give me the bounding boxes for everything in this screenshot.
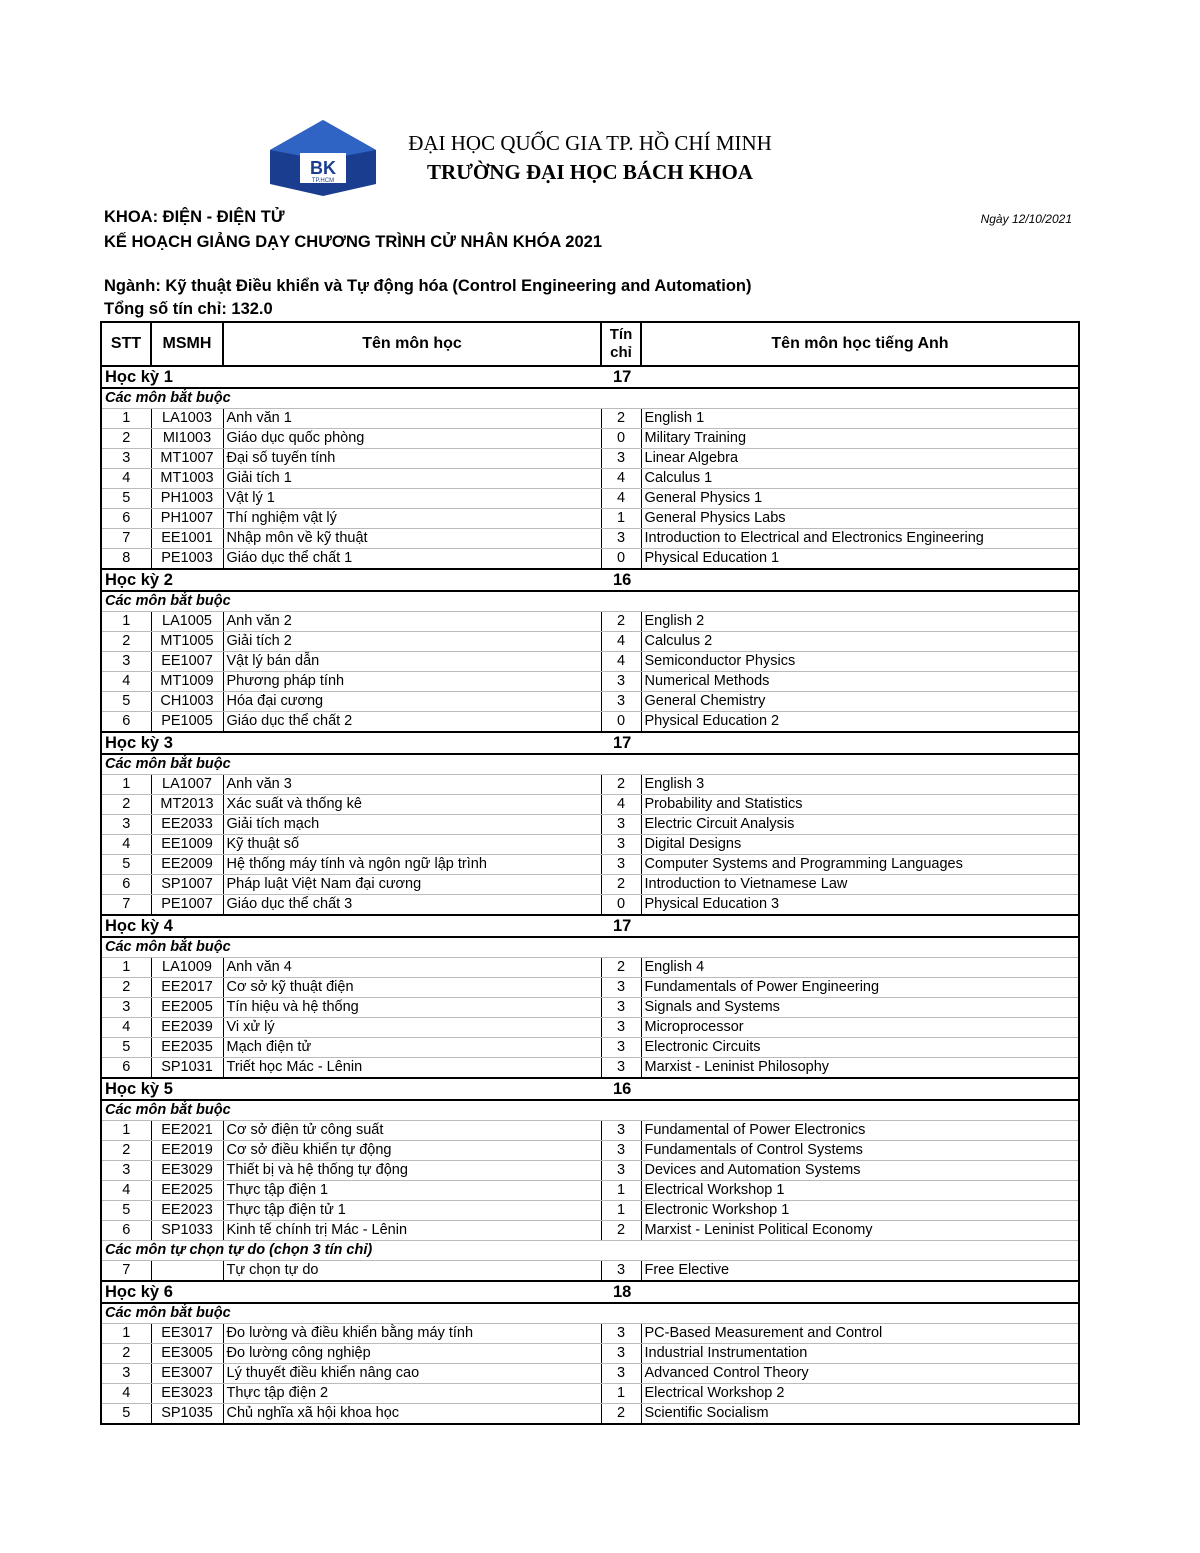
course-code: EE2023 — [151, 1201, 223, 1221]
course-row — [101, 815, 1079, 835]
course-code: PH1007 — [151, 509, 223, 529]
course-credits: 4 — [601, 489, 641, 509]
course-english-name: Electrical Workshop 1 — [641, 1181, 1079, 1201]
course-credits: 1 — [601, 509, 641, 529]
course-stt: 4 — [101, 1181, 151, 1201]
course-stt: 5 — [101, 1404, 151, 1425]
course-stt: 1 — [101, 612, 151, 632]
course-name: Giáo dục quốc phòng — [223, 429, 601, 449]
course-credits: 3 — [601, 855, 641, 875]
course-stt: 6 — [101, 875, 151, 895]
course-code: PE1003 — [151, 549, 223, 570]
course-code: EE2017 — [151, 978, 223, 998]
course-stt: 4 — [101, 672, 151, 692]
course-credits: 0 — [601, 549, 641, 570]
course-group-row — [101, 591, 1079, 612]
course-stt: 5 — [101, 1201, 151, 1221]
course-row — [101, 1404, 1079, 1425]
course-name: Thiết bị và hệ thống tự động — [223, 1161, 601, 1181]
course-credits: 3 — [601, 1364, 641, 1384]
course-row — [101, 875, 1079, 895]
curriculum-table — [100, 321, 1080, 1425]
course-group-label: Các môn bắt buộc — [101, 754, 1079, 775]
course-name: Anh văn 1 — [223, 409, 601, 429]
course-name: Pháp luật Việt Nam đại cương — [223, 875, 601, 895]
course-code: EE2019 — [151, 1141, 223, 1161]
course-stt: 1 — [101, 775, 151, 795]
course-row — [101, 1221, 1079, 1241]
course-row — [101, 1161, 1079, 1181]
logo-subtext: TP.HCM — [311, 178, 335, 184]
course-name: Anh văn 3 — [223, 775, 601, 795]
course-stt: 4 — [101, 1018, 151, 1038]
semester-title: Học kỳ 3 — [101, 732, 601, 754]
course-name: Xác suất và thống kê — [223, 795, 601, 815]
course-code: EE2033 — [151, 815, 223, 835]
course-name: Giáo dục thể chất 1 — [223, 549, 601, 570]
semester-title: Học kỳ 1 — [101, 366, 601, 388]
course-credits: 3 — [601, 1261, 641, 1282]
course-english-name: Physical Education 1 — [641, 549, 1079, 570]
university-logo — [270, 120, 376, 196]
course-english-name: Physical Education 2 — [641, 712, 1079, 733]
course-stt: 4 — [101, 469, 151, 489]
course-stt: 6 — [101, 509, 151, 529]
course-credits: 0 — [601, 895, 641, 916]
course-name: Giáo dục thể chất 3 — [223, 895, 601, 916]
course-english-name: Free Elective — [641, 1261, 1079, 1282]
col-header-credits: Tín chỉ — [601, 322, 641, 366]
semester-credits: 17 — [601, 915, 1079, 937]
course-code: MT1003 — [151, 469, 223, 489]
course-english-name: Probability and Statistics — [641, 795, 1079, 815]
course-row — [101, 1384, 1079, 1404]
course-row — [101, 1038, 1079, 1058]
course-credits: 3 — [601, 1324, 641, 1344]
course-stt: 6 — [101, 1058, 151, 1079]
course-code: SP1007 — [151, 875, 223, 895]
course-stt: 3 — [101, 652, 151, 672]
course-name: Đo lường và điều khiển bằng máy tính — [223, 1324, 601, 1344]
course-row — [101, 1058, 1079, 1079]
course-code: SP1035 — [151, 1404, 223, 1425]
semester-row — [101, 1281, 1079, 1303]
course-group-row — [101, 388, 1079, 409]
course-english-name: Industrial Instrumentation — [641, 1344, 1079, 1364]
course-name: Vật lý bán dẫn — [223, 652, 601, 672]
course-code — [151, 1261, 223, 1282]
semester-title: Học kỳ 2 — [101, 569, 601, 591]
semester-title: Học kỳ 4 — [101, 915, 601, 937]
course-english-name: General Chemistry — [641, 692, 1079, 712]
course-code: EE3023 — [151, 1384, 223, 1404]
course-code: EE1001 — [151, 529, 223, 549]
course-stt: 2 — [101, 1344, 151, 1364]
course-row — [101, 409, 1079, 429]
course-row — [101, 549, 1079, 570]
course-english-name: Linear Algebra — [641, 449, 1079, 469]
course-name: Kỹ thuật số — [223, 835, 601, 855]
course-code: EE2035 — [151, 1038, 223, 1058]
course-credits: 3 — [601, 998, 641, 1018]
school-name: TRƯỜNG ĐẠI HỌC BÁCH KHOA — [427, 160, 753, 184]
course-row — [101, 895, 1079, 916]
table-header-row — [101, 322, 1079, 366]
course-credits: 1 — [601, 1201, 641, 1221]
course-credits: 2 — [601, 958, 641, 978]
course-english-name: Computer Systems and Programming Languages — [641, 855, 1079, 875]
course-code: EE3029 — [151, 1161, 223, 1181]
course-stt: 2 — [101, 795, 151, 815]
course-credits: 4 — [601, 632, 641, 652]
course-english-name: Microprocessor — [641, 1018, 1079, 1038]
course-stt: 2 — [101, 429, 151, 449]
course-english-name: Digital Designs — [641, 835, 1079, 855]
course-code: LA1003 — [151, 409, 223, 429]
course-name: Giải tích 1 — [223, 469, 601, 489]
course-english-name: Fundamentals of Power Engineering — [641, 978, 1079, 998]
course-row — [101, 489, 1079, 509]
course-code: LA1007 — [151, 775, 223, 795]
course-credits: 2 — [601, 409, 641, 429]
course-name: Đo lường công nghiệp — [223, 1344, 601, 1364]
course-code: EE3005 — [151, 1344, 223, 1364]
course-credits: 3 — [601, 449, 641, 469]
course-english-name: Calculus 2 — [641, 632, 1079, 652]
course-english-name: English 3 — [641, 775, 1079, 795]
course-row — [101, 712, 1079, 733]
course-english-name: Electrical Workshop 2 — [641, 1384, 1079, 1404]
course-stt: 2 — [101, 632, 151, 652]
course-row — [101, 1324, 1079, 1344]
course-stt: 6 — [101, 712, 151, 733]
course-english-name: Military Training — [641, 429, 1079, 449]
course-group-label: Các môn bắt buộc — [101, 937, 1079, 958]
course-name: Cơ sở điều khiển tự động — [223, 1141, 601, 1161]
course-name: Đại số tuyến tính — [223, 449, 601, 469]
course-row — [101, 632, 1079, 652]
course-row — [101, 795, 1079, 815]
course-stt: 7 — [101, 895, 151, 916]
course-credits: 4 — [601, 795, 641, 815]
course-name: Kinh tế chính trị Mác - Lênin — [223, 1221, 601, 1241]
course-row — [101, 692, 1079, 712]
course-code: PH1003 — [151, 489, 223, 509]
course-stt: 3 — [101, 998, 151, 1018]
col-header-stt: STT — [101, 322, 151, 366]
course-stt: 1 — [101, 958, 151, 978]
course-name: Vi xử lý — [223, 1018, 601, 1038]
course-english-name: Introduction to Vietnamese Law — [641, 875, 1079, 895]
course-name: Thực tập điện 1 — [223, 1181, 601, 1201]
course-credits: 1 — [601, 1384, 641, 1404]
course-code: MT1007 — [151, 449, 223, 469]
course-name: Triết học Mác - Lênin — [223, 1058, 601, 1079]
course-stt: 4 — [101, 835, 151, 855]
semester-credits: 18 — [601, 1281, 1079, 1303]
course-stt: 8 — [101, 549, 151, 570]
course-name: Cơ sở kỹ thuật điện — [223, 978, 601, 998]
course-english-name: Introduction to Electrical and Electronics Engineering — [641, 529, 1079, 549]
course-stt: 5 — [101, 692, 151, 712]
course-stt: 7 — [101, 1261, 151, 1282]
course-code: EE2021 — [151, 1121, 223, 1141]
course-credits: 2 — [601, 612, 641, 632]
course-row — [101, 469, 1079, 489]
course-stt: 2 — [101, 1141, 151, 1161]
course-credits: 3 — [601, 978, 641, 998]
course-credits: 1 — [601, 1181, 641, 1201]
course-row — [101, 652, 1079, 672]
course-row — [101, 672, 1079, 692]
semester-title: Học kỳ 5 — [101, 1078, 601, 1100]
semester-credits: 17 — [601, 732, 1079, 754]
col-header-english-name: Tên môn học tiếng Anh — [641, 322, 1079, 366]
course-stt: 2 — [101, 978, 151, 998]
course-name: Thực tập điện tử 1 — [223, 1201, 601, 1221]
course-code: EE3007 — [151, 1364, 223, 1384]
course-credits: 2 — [601, 1404, 641, 1425]
semester-credits: 16 — [601, 569, 1079, 591]
course-name: Hóa đại cương — [223, 692, 601, 712]
course-stt: 5 — [101, 489, 151, 509]
course-name: Lý thuyết điều khiển nâng cao — [223, 1364, 601, 1384]
course-english-name: Electronic Workshop 1 — [641, 1201, 1079, 1221]
course-row — [101, 449, 1079, 469]
course-row — [101, 958, 1079, 978]
course-name: Vật lý 1 — [223, 489, 601, 509]
course-stt: 5 — [101, 855, 151, 875]
plan-title: KẾ HOẠCH GIẢNG DẠY CHƯƠNG TRÌNH CỬ NHÂN KHÓA 2021 — [104, 233, 602, 251]
course-english-name: Electric Circuit Analysis — [641, 815, 1079, 835]
course-code: PE1005 — [151, 712, 223, 733]
course-row — [101, 1181, 1079, 1201]
course-credits: 3 — [601, 1121, 641, 1141]
course-code: SP1033 — [151, 1221, 223, 1241]
course-group-row — [101, 937, 1079, 958]
course-row — [101, 612, 1079, 632]
course-group-row — [101, 1100, 1079, 1121]
course-row — [101, 1018, 1079, 1038]
course-name: Cơ sở điện tử công suất — [223, 1121, 601, 1141]
course-group-label: Các môn bắt buộc — [101, 1100, 1079, 1121]
semester-credits: 16 — [601, 1078, 1079, 1100]
course-credits: 3 — [601, 1058, 641, 1079]
course-name: Anh văn 2 — [223, 612, 601, 632]
course-code: SP1031 — [151, 1058, 223, 1079]
course-code: MT1005 — [151, 632, 223, 652]
course-credits: 3 — [601, 815, 641, 835]
course-row — [101, 1201, 1079, 1221]
course-group-label: Các môn bắt buộc — [101, 591, 1079, 612]
course-name: Thực tập điện 2 — [223, 1384, 601, 1404]
course-code: MT1009 — [151, 672, 223, 692]
course-row — [101, 978, 1079, 998]
course-stt: 3 — [101, 1161, 151, 1181]
course-stt: 3 — [101, 449, 151, 469]
course-english-name: Scientific Socialism — [641, 1404, 1079, 1425]
course-english-name: English 1 — [641, 409, 1079, 429]
course-name: Giải tích 2 — [223, 632, 601, 652]
course-stt: 1 — [101, 1324, 151, 1344]
course-credits: 2 — [601, 875, 641, 895]
col-header-msmh: MSMH — [151, 322, 223, 366]
course-credits: 3 — [601, 1141, 641, 1161]
course-name: Phương pháp tính — [223, 672, 601, 692]
course-credits: 3 — [601, 835, 641, 855]
university-name: ĐẠI HỌC QUỐC GIA TP. HỒ CHÍ MINH — [408, 131, 772, 155]
document-date: Ngày 12/10/2021 — [980, 212, 1072, 226]
course-credits: 3 — [601, 529, 641, 549]
course-code: EE3017 — [151, 1324, 223, 1344]
course-english-name: Calculus 1 — [641, 469, 1079, 489]
course-credits: 2 — [601, 775, 641, 795]
course-credits: 3 — [601, 1038, 641, 1058]
course-name: Nhập môn về kỹ thuật — [223, 529, 601, 549]
course-credits: 3 — [601, 1161, 641, 1181]
course-credits: 3 — [601, 1344, 641, 1364]
course-row — [101, 1344, 1079, 1364]
course-english-name: General Physics Labs — [641, 509, 1079, 529]
course-row — [101, 1261, 1079, 1282]
course-credits: 3 — [601, 1018, 641, 1038]
major-title: Ngành: Kỹ thuật Điều khiển và Tự động hóa (Control Engineering and Automation) — [104, 277, 752, 295]
course-code: MT2013 — [151, 795, 223, 815]
course-row — [101, 835, 1079, 855]
course-english-name: PC-Based Measurement and Control — [641, 1324, 1079, 1344]
course-row — [101, 529, 1079, 549]
course-stt: 6 — [101, 1221, 151, 1241]
course-english-name: Marxist - Leninist Political Economy — [641, 1221, 1079, 1241]
course-code: EE1009 — [151, 835, 223, 855]
course-english-name: Fundamental of Power Electronics — [641, 1121, 1079, 1141]
course-credits: 0 — [601, 429, 641, 449]
course-row — [101, 509, 1079, 529]
course-english-name: English 2 — [641, 612, 1079, 632]
course-name: Mạch điện tử — [223, 1038, 601, 1058]
course-code: EE2009 — [151, 855, 223, 875]
table-body — [101, 366, 1079, 1424]
course-name: Anh văn 4 — [223, 958, 601, 978]
course-english-name: Fundamentals of Control Systems — [641, 1141, 1079, 1161]
course-row — [101, 998, 1079, 1018]
course-stt: 5 — [101, 1038, 151, 1058]
course-english-name: Advanced Control Theory — [641, 1364, 1079, 1384]
course-stt: 7 — [101, 529, 151, 549]
course-english-name: Numerical Methods — [641, 672, 1079, 692]
course-code: EE1007 — [151, 652, 223, 672]
course-credits: 3 — [601, 692, 641, 712]
logo-text: BK — [310, 158, 336, 178]
course-row — [101, 1141, 1079, 1161]
course-name: Giáo dục thể chất 2 — [223, 712, 601, 733]
course-code: EE2005 — [151, 998, 223, 1018]
course-code: EE2025 — [151, 1181, 223, 1201]
course-name: Tự chọn tự do — [223, 1261, 601, 1282]
semester-credits: 17 — [601, 366, 1079, 388]
semester-row — [101, 732, 1079, 754]
course-group-row — [101, 1241, 1079, 1261]
course-code: PE1007 — [151, 895, 223, 916]
course-row — [101, 1121, 1079, 1141]
course-name: Thí nghiệm vật lý — [223, 509, 601, 529]
course-code: LA1005 — [151, 612, 223, 632]
total-credits: Tổng số tín chỉ: 132.0 — [104, 300, 273, 318]
semester-row — [101, 366, 1079, 388]
course-group-row — [101, 754, 1079, 775]
semester-row — [101, 915, 1079, 937]
course-row — [101, 855, 1079, 875]
course-group-label: Các môn bắt buộc — [101, 1303, 1079, 1324]
faculty-title: KHOA: ĐIỆN - ĐIỆN TỬ — [104, 208, 285, 226]
course-name: Tín hiệu và hệ thống — [223, 998, 601, 1018]
course-group-label: Các môn bắt buộc — [101, 388, 1079, 409]
course-row — [101, 775, 1079, 795]
course-code: EE2039 — [151, 1018, 223, 1038]
semester-row — [101, 1078, 1079, 1100]
course-credits: 4 — [601, 469, 641, 489]
course-code: MI1003 — [151, 429, 223, 449]
course-name: Chủ nghĩa xã hội khoa học — [223, 1404, 601, 1425]
course-english-name: English 4 — [641, 958, 1079, 978]
course-english-name: Signals and Systems — [641, 998, 1079, 1018]
course-english-name: Semiconductor Physics — [641, 652, 1079, 672]
course-stt: 4 — [101, 1384, 151, 1404]
course-code: CH1003 — [151, 692, 223, 712]
course-credits: 2 — [601, 1221, 641, 1241]
course-english-name: Marxist - Leninist Philosophy — [641, 1058, 1079, 1079]
course-stt: 3 — [101, 815, 151, 835]
course-english-name: Physical Education 3 — [641, 895, 1079, 916]
semester-row — [101, 569, 1079, 591]
course-credits: 3 — [601, 672, 641, 692]
course-group-label: Các môn tự chọn tự do (chọn 3 tín chỉ) — [101, 1241, 1079, 1261]
course-stt: 1 — [101, 1121, 151, 1141]
course-english-name: Devices and Automation Systems — [641, 1161, 1079, 1181]
course-stt: 3 — [101, 1364, 151, 1384]
course-english-name: General Physics 1 — [641, 489, 1079, 509]
course-name: Hệ thống máy tính và ngôn ngữ lập trình — [223, 855, 601, 875]
course-row — [101, 1364, 1079, 1384]
course-stt: 1 — [101, 409, 151, 429]
course-row — [101, 429, 1079, 449]
course-code: LA1009 — [151, 958, 223, 978]
course-credits: 4 — [601, 652, 641, 672]
course-name: Giải tích mạch — [223, 815, 601, 835]
course-credits: 0 — [601, 712, 641, 733]
semester-title: Học kỳ 6 — [101, 1281, 601, 1303]
course-english-name: Electronic Circuits — [641, 1038, 1079, 1058]
col-header-course-name: Tên môn học — [223, 322, 601, 366]
course-group-row — [101, 1303, 1079, 1324]
